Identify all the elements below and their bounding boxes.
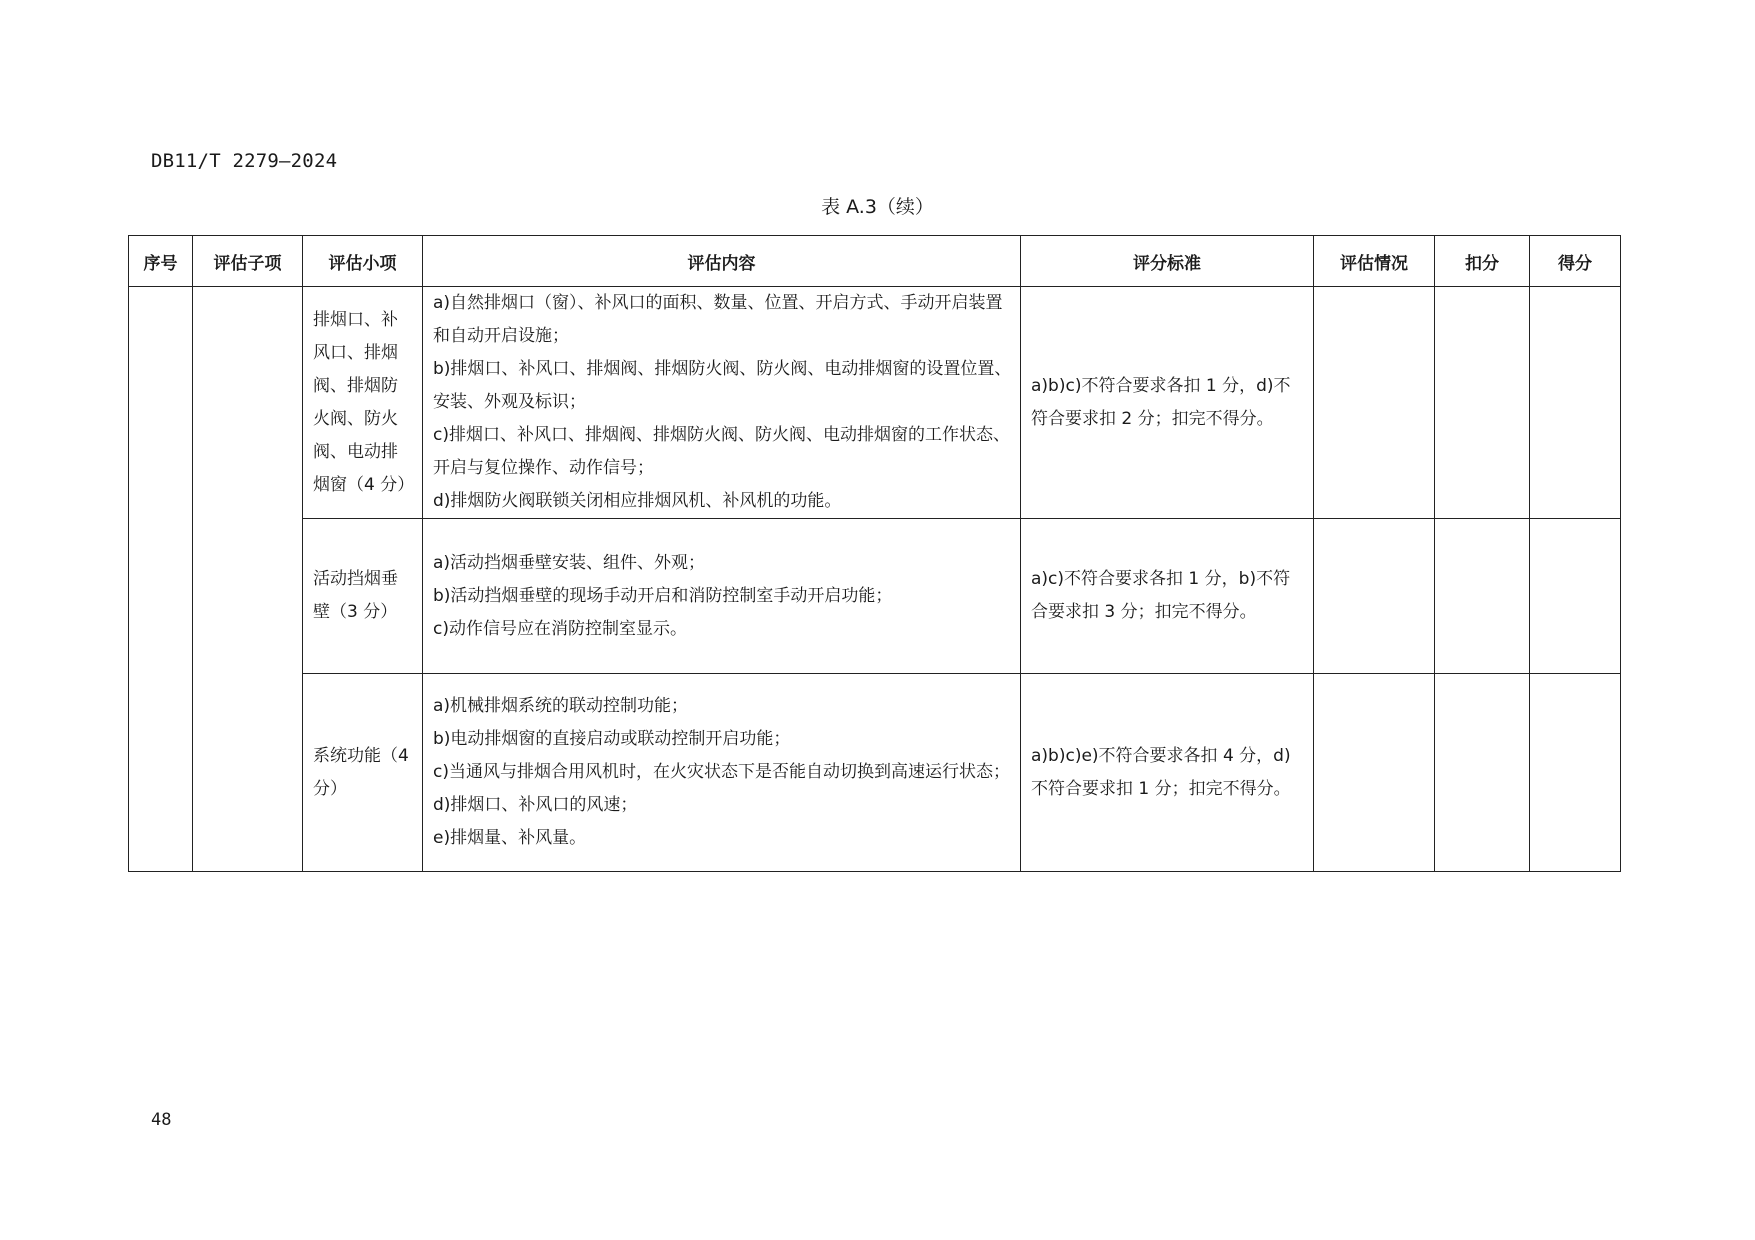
- content-line: d)排烟口、补风口的风速；: [433, 795, 638, 815]
- column-header-small-item: 评估小项: [303, 236, 423, 287]
- content-line: d)排烟防火阀联锁关闭相应排烟风机、补风机的功能。: [433, 491, 842, 511]
- status-cell: [1314, 674, 1435, 872]
- deduct-cell: [1435, 287, 1530, 519]
- deduct-cell: [1435, 674, 1530, 872]
- document-code: DB11/T 2279—2024: [151, 150, 338, 172]
- small-item-cell: 活动挡烟垂壁（3 分）: [303, 519, 423, 674]
- content-line: a)机械排烟系统的联动控制功能；: [433, 696, 689, 716]
- column-header-score: 得分: [1530, 236, 1621, 287]
- content-line: b)活动挡烟垂壁的现场手动开启和消防控制室手动开启功能；: [433, 585, 893, 606]
- table-title: 表 A.3（续）: [821, 196, 934, 218]
- column-header-deduct: 扣分: [1435, 236, 1530, 287]
- status-cell: [1314, 519, 1435, 674]
- content-line: c)当通风与排烟合用风机时，在火灾状态下是否能自动切换到高速运行状态；: [433, 762, 1010, 782]
- score-cell: [1530, 674, 1621, 872]
- evaluation-table: [128, 235, 1621, 872]
- criteria-cell: a)b)c)e)不符合要求各扣 4 分，d)不符合要求扣 1 分；扣完不得分。: [1021, 674, 1314, 872]
- sub-item-cell: [193, 287, 303, 872]
- content-line: a)活动挡烟垂壁安装、组件、外观；: [433, 552, 706, 573]
- score-cell: [1530, 287, 1621, 519]
- content-cell: [423, 674, 1021, 872]
- column-header-seq: 序号: [129, 236, 193, 287]
- table-row: [129, 519, 1621, 674]
- small-item-cell: 系统功能（4 分）: [303, 674, 423, 872]
- column-header-content: 评估内容: [423, 236, 1021, 287]
- content-line: e)排烟量、补风量。: [433, 828, 587, 848]
- column-header-status: 评估情况: [1314, 236, 1435, 287]
- page-number: 48: [151, 1110, 172, 1130]
- status-cell: [1314, 287, 1435, 519]
- table-row: [129, 674, 1621, 872]
- content-line: b)电动排烟窗的直接启动或联动控制开启功能；: [433, 729, 791, 749]
- content-line: c)排烟口、补风口、排烟阀、排烟防火阀、防火阀、电动排烟窗的工作状态、开启与复位操作、动作信号；: [433, 425, 1010, 478]
- table-row: [129, 287, 1621, 519]
- content-line: a)自然排烟口（窗）、补风口的面积、数量、位置、开启方式、手动开启装置和自动开启设施；: [433, 293, 1003, 346]
- column-header-sub-item: 评估子项: [193, 236, 303, 287]
- content-line: c)动作信号应在消防控制室显示。: [433, 618, 687, 639]
- content-line: b)排烟口、补风口、排烟阀、排烟防火阀、防火阀、电动排烟窗的设置位置、安装、外观及标识；: [433, 359, 1012, 412]
- small-item-cell: 排烟口、补风口、排烟阀、排烟防火阀、防火阀、电动排烟窗（4 分）: [303, 287, 423, 519]
- deduct-cell: [1435, 519, 1530, 674]
- column-header-criteria: 评分标准: [1021, 236, 1314, 287]
- criteria-cell: a)b)c)不符合要求各扣 1 分，d)不符合要求扣 2 分；扣完不得分。: [1021, 287, 1314, 519]
- table-header-row: [129, 236, 1621, 287]
- seq-cell: [129, 287, 193, 872]
- content-cell: [423, 519, 1021, 674]
- criteria-cell: a)c)不符合要求各扣 1 分，b)不符合要求扣 3 分；扣完不得分。: [1021, 519, 1314, 674]
- content-cell: [423, 287, 1021, 519]
- score-cell: [1530, 519, 1621, 674]
